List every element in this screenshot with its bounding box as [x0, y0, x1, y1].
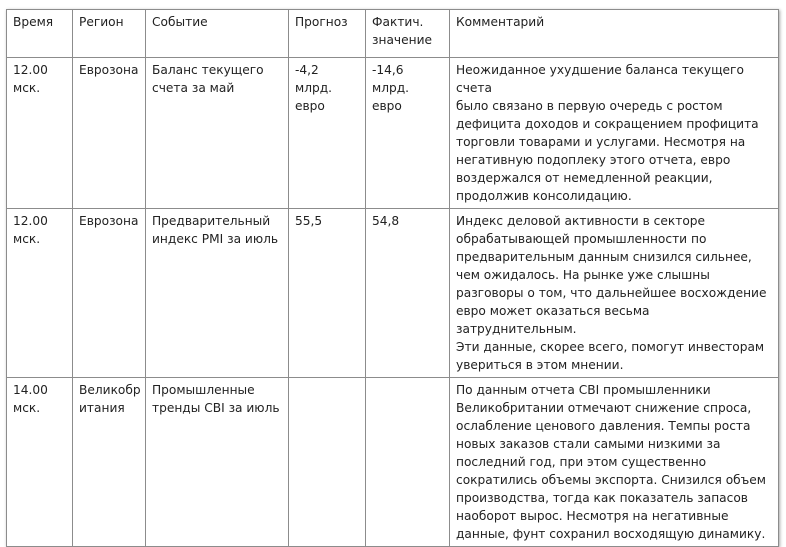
- actual-cell: [366, 209, 450, 378]
- header-region: Регион: [73, 10, 146, 58]
- event-cell-line2: счета за май: [152, 81, 235, 95]
- comment-line: Индекс деловой активности в секторе: [456, 214, 706, 228]
- comment-line: евро может оказаться весьма затруднительным.: [456, 304, 650, 336]
- forecast-cell: [289, 58, 366, 209]
- table-header-row: [7, 10, 779, 58]
- region-cell-line1: Еврозона: [79, 214, 139, 228]
- actual-cell: [366, 58, 450, 209]
- time-cell-line1: 12.00: [13, 214, 48, 228]
- header-event: Событие: [146, 10, 289, 58]
- comment-line: данные, фунт сохранил восходящую динамику.: [456, 527, 766, 541]
- forecast-cell-line2: евро: [295, 99, 325, 113]
- comment-line: продолжив консолидацию.: [456, 189, 632, 203]
- comment-cell: [450, 378, 779, 547]
- region-cell-line1: Еврозона: [79, 63, 139, 77]
- comment-line: негативную подоплеку этого отчета, евро: [456, 153, 731, 167]
- region-cell-line1: Великобр: [79, 383, 141, 397]
- header-actual: [366, 10, 450, 58]
- comment-line: увериться в этом мнении.: [456, 358, 624, 372]
- event-cell: [146, 209, 289, 378]
- region-cell: [73, 378, 146, 547]
- comment-line: торговли товарами и услугами. Несмотря на: [456, 135, 746, 149]
- time-cell-line2: мск.: [13, 232, 41, 246]
- comment-line: Неожиданное ухудшение баланса текущего счета: [456, 63, 744, 95]
- actual-cell: [366, 378, 450, 547]
- comment-line: последний год, при этом существенно: [456, 455, 707, 469]
- forecast-cell-line1: 55,5: [295, 214, 323, 228]
- actual-cell-line2: евро: [372, 99, 402, 113]
- comment-line: Великобритании отмечают снижение спроса,: [456, 401, 752, 415]
- actual-cell-line1: 54,8: [372, 214, 400, 228]
- time-cell-line2: мск.: [13, 81, 41, 95]
- event-cell-line1: Предварительный: [152, 214, 271, 228]
- header-forecast: Прогноз: [289, 10, 366, 58]
- comment-line: По данным отчета CBI промышленники: [456, 383, 711, 397]
- calendar-table-container: [6, 9, 779, 547]
- region-cell: [73, 58, 146, 209]
- forecast-cell: [289, 209, 366, 378]
- event-cell: [146, 378, 289, 547]
- time-cell-line1: 14.00: [13, 383, 48, 397]
- comment-line: новых заказов стали самыми низкими за: [456, 437, 721, 451]
- region-cell-line2: итания: [79, 401, 125, 415]
- comment-line: предварительным данным снизился сильнее,: [456, 250, 752, 264]
- comment-line: было связано в первую очередь с ростом: [456, 99, 723, 113]
- comment-line: Эти данные, скорее всего, помогут инвесторам: [456, 340, 765, 354]
- event-cell-line1: Промышленные: [152, 383, 255, 397]
- header-comment: Комментарий: [450, 10, 779, 58]
- time-cell: [7, 58, 73, 209]
- time-cell-line2: мск.: [13, 401, 41, 415]
- comment-line: чем ожидалось. На рынке уже слышны: [456, 268, 710, 282]
- region-cell: [73, 209, 146, 378]
- comment-cell: [450, 209, 779, 378]
- comment-line: разговоры о том, что дальнейшее восхождение: [456, 286, 767, 300]
- time-cell-line1: 12.00: [13, 63, 48, 77]
- comment-cell: [450, 58, 779, 209]
- comment-line: производства, тогда как показатель запасов: [456, 491, 748, 505]
- event-cell-line2: индекс PMI за июль: [152, 232, 279, 246]
- header-actual-line2: значение: [372, 33, 433, 47]
- header-time: Время: [7, 10, 73, 58]
- comment-line: обрабатывающей промышленности по: [456, 232, 707, 246]
- comment-line: воздержался от немедленной реакции,: [456, 171, 713, 185]
- economic-calendar-table: [6, 9, 779, 547]
- actual-cell-line1: -14,6 млрд.: [372, 63, 410, 95]
- time-cell: [7, 209, 73, 378]
- event-cell: [146, 58, 289, 209]
- comment-line: наоборот вырос. Несмотря на негативные: [456, 509, 729, 523]
- event-cell-line2: тренды CBI за июль: [152, 401, 280, 415]
- table-row: [7, 378, 779, 547]
- header-actual-line1: Фактич.: [372, 15, 424, 29]
- forecast-cell-line1: -4,2 млрд.: [295, 63, 333, 95]
- comment-line: дефицита доходов и сокращением профицита: [456, 117, 759, 131]
- table-row: [7, 209, 779, 378]
- comment-line: сократились объемы экспорта. Снизился объем: [456, 473, 766, 487]
- table-row: [7, 58, 779, 209]
- event-cell-line1: Баланс текущего: [152, 63, 264, 77]
- forecast-cell: [289, 378, 366, 547]
- comment-line: ослабление ценового давления. Темпы роста: [456, 419, 751, 433]
- time-cell: [7, 378, 73, 547]
